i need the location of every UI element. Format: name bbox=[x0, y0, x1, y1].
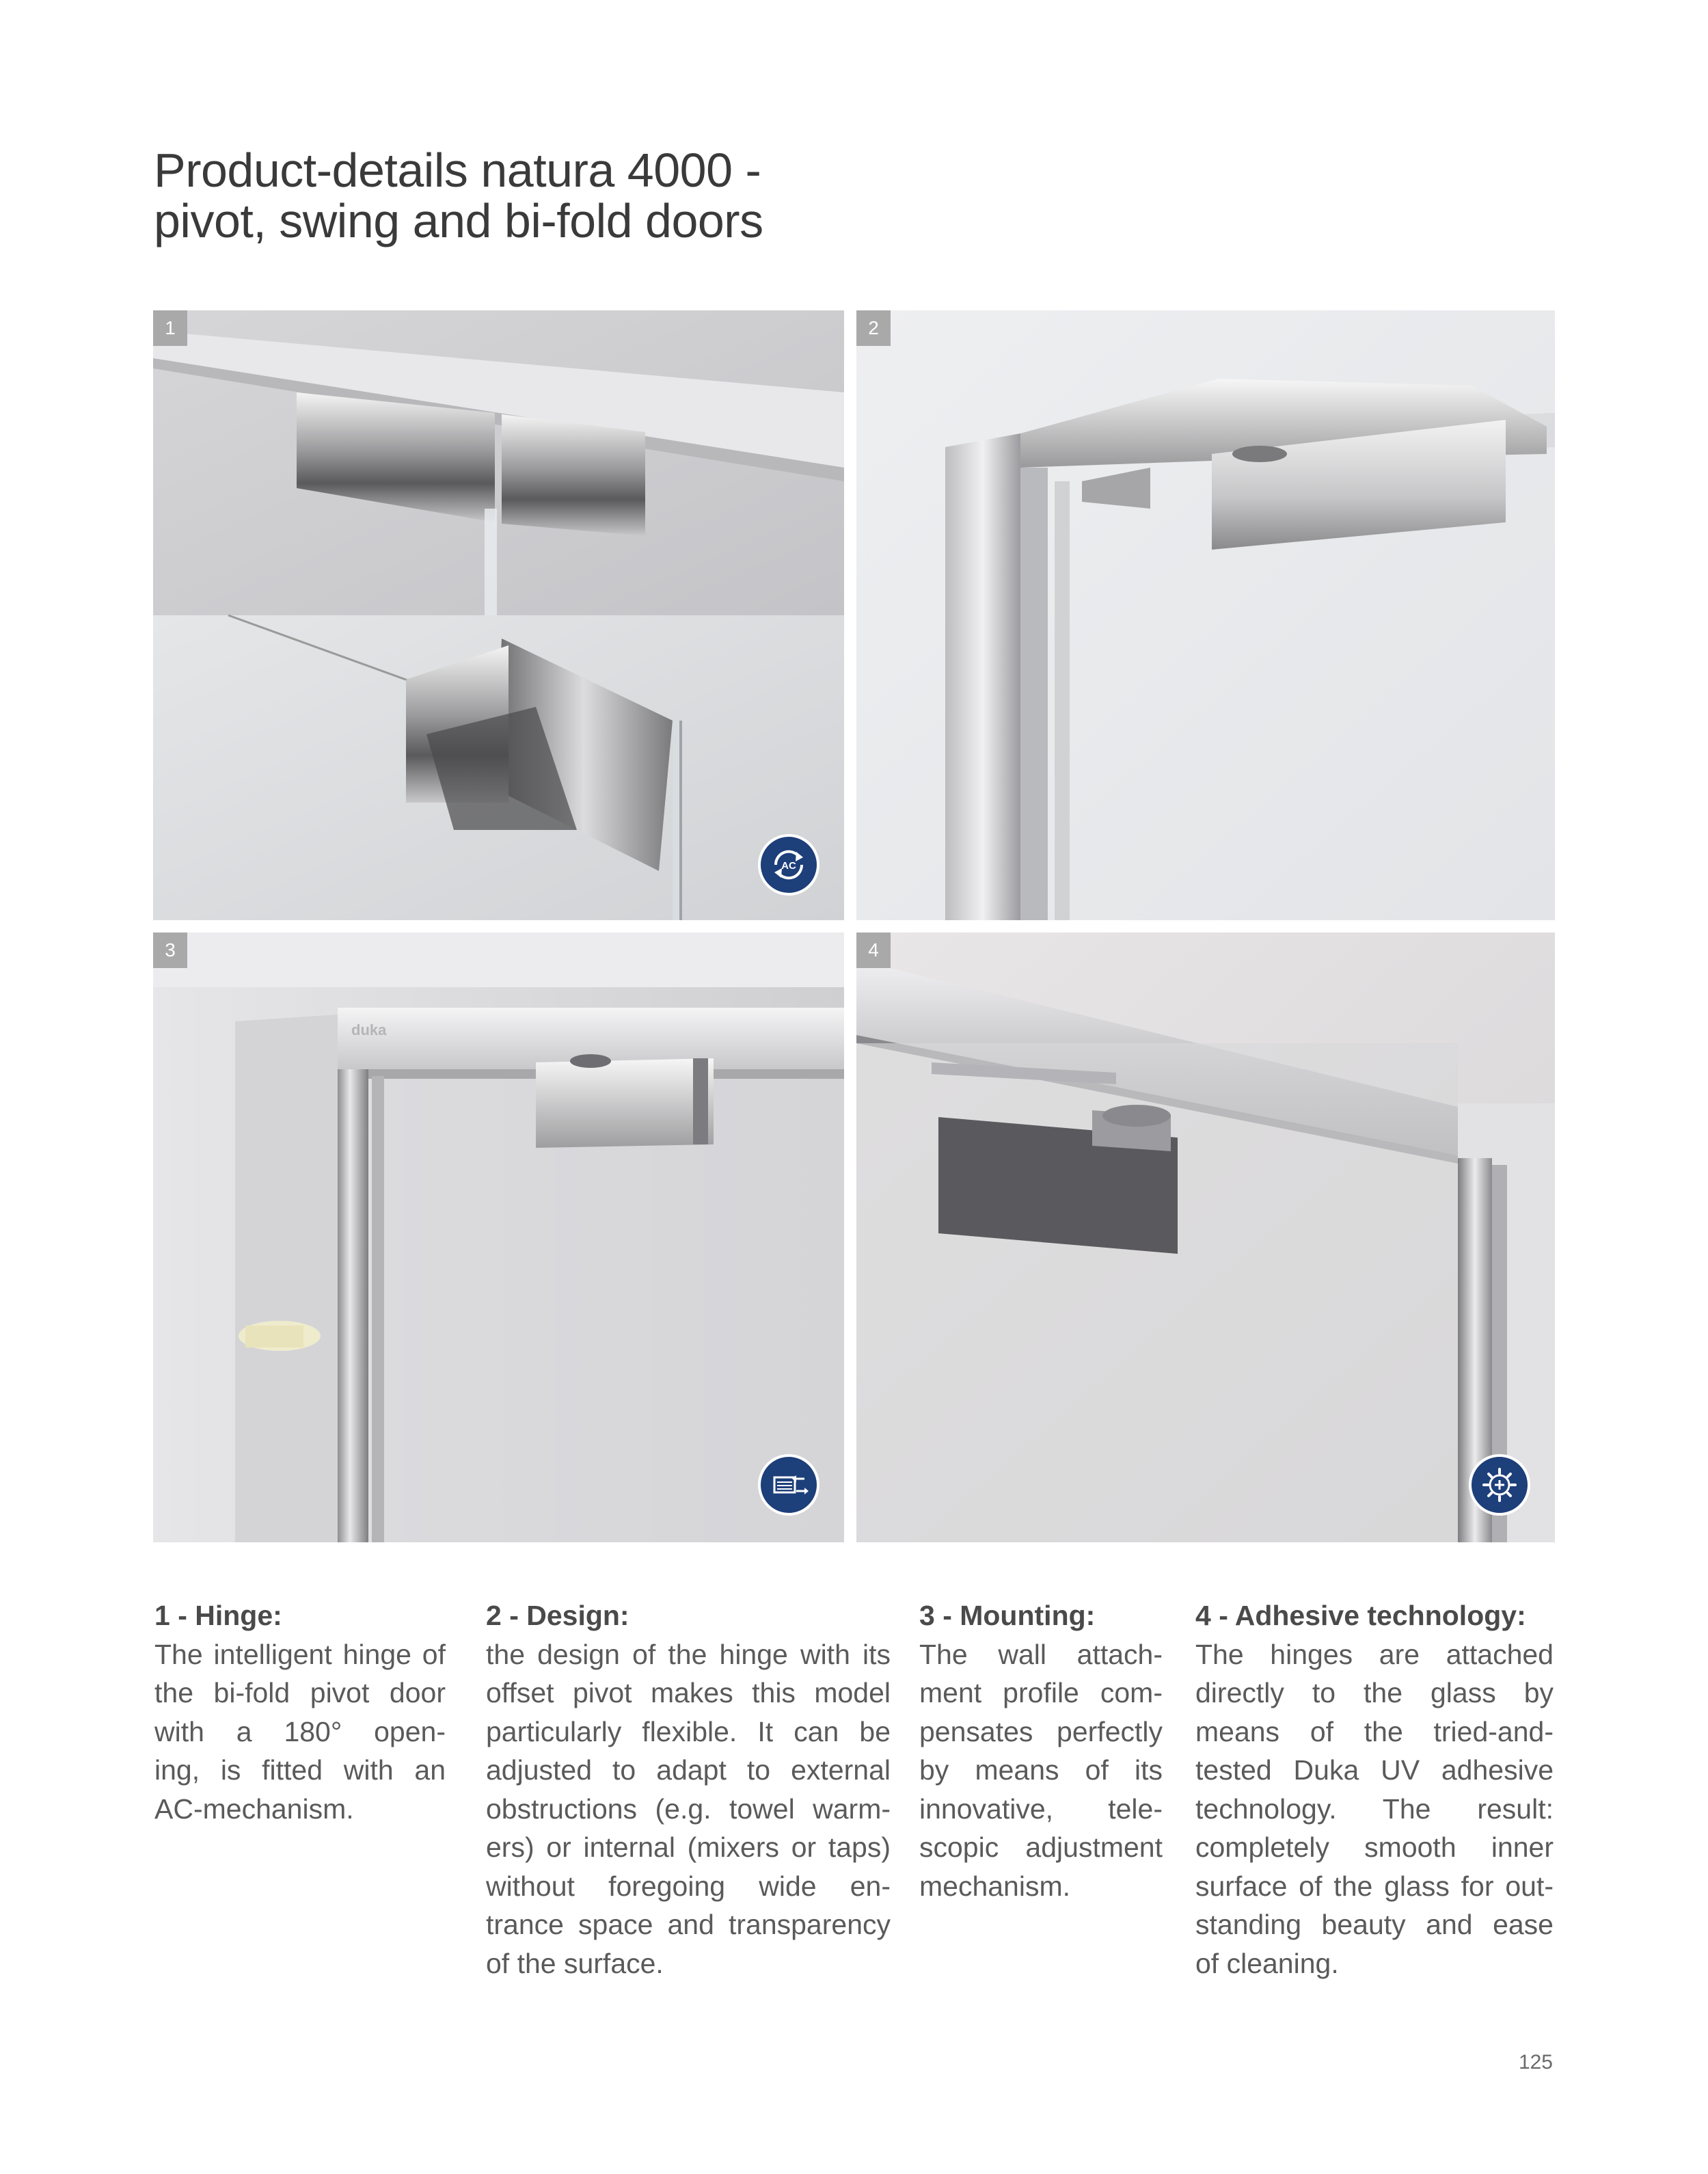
text-line: standing beauty and ease bbox=[1195, 1909, 1554, 1940]
text-line: ment profile com- bbox=[919, 1677, 1163, 1708]
duka-logo-text: duka bbox=[351, 1021, 387, 1038]
photo-hinge bbox=[153, 310, 844, 920]
feature-description bbox=[919, 1635, 1163, 1906]
feature-mounting bbox=[919, 1596, 1163, 1905]
text-line: The hinges are attached bbox=[1195, 1638, 1554, 1670]
text-line: innovative, tele- bbox=[919, 1793, 1163, 1825]
text-line: directly to the glass by bbox=[1195, 1677, 1554, 1708]
text-line: particularly flexible. It can be bbox=[486, 1715, 891, 1747]
photo-number-badge: 4 bbox=[856, 932, 891, 968]
feature-adhesive bbox=[1195, 1596, 1554, 1983]
mounting-photo-image bbox=[153, 932, 844, 1542]
text-line: tested Duka UV adhesive bbox=[1195, 1754, 1554, 1786]
text-line: by means of its bbox=[919, 1754, 1163, 1786]
photo-number-badge: 2 bbox=[856, 310, 891, 346]
text-line: means of the tried-and- bbox=[1195, 1715, 1554, 1747]
photo-design bbox=[856, 310, 1555, 920]
text-line: adjusted to adapt to external bbox=[486, 1754, 891, 1786]
text-line: the design of the hinge with its bbox=[486, 1638, 891, 1670]
feature-heading: 2 - Design: bbox=[486, 1600, 629, 1631]
feature-hinge bbox=[154, 1596, 446, 1828]
text-line: of the surface. bbox=[486, 1947, 664, 1979]
feature-design bbox=[486, 1596, 891, 1983]
text-line: AC-mechanism. bbox=[154, 1793, 354, 1825]
text-line: obstructions (e.g. towel warm- bbox=[486, 1793, 891, 1825]
design-photo-image bbox=[856, 310, 1555, 920]
ac-rotate-icon bbox=[768, 844, 810, 886]
text-line: of cleaning. bbox=[1195, 1947, 1339, 1979]
ac-icon-label: AC bbox=[781, 860, 796, 872]
text-line: mechanism. bbox=[919, 1870, 1071, 1902]
page-number: 125 bbox=[1518, 2051, 1553, 2074]
text-line: ers) or internal (mixers or taps) bbox=[486, 1831, 891, 1863]
hinge-photo-image bbox=[153, 310, 844, 920]
feature-heading: 3 - Mounting: bbox=[919, 1600, 1096, 1631]
text-line: surface of the glass for out- bbox=[1195, 1870, 1554, 1902]
text-line: The wall attach- bbox=[919, 1638, 1163, 1670]
text-line: trance space and transparency bbox=[486, 1909, 891, 1940]
photo-mounting bbox=[153, 932, 844, 1542]
ac-mechanism-icon bbox=[758, 834, 819, 896]
photo-number-badge: 1 bbox=[153, 310, 187, 346]
feature-description bbox=[1195, 1635, 1554, 1983]
adhesive-photo-image bbox=[856, 932, 1555, 1542]
text-line: completely smooth inner bbox=[1195, 1831, 1554, 1863]
telescopic-profile-icon bbox=[758, 1454, 819, 1516]
feature-description bbox=[154, 1635, 446, 1829]
feature-description bbox=[486, 1635, 891, 1983]
text-line: without foregoing wide en- bbox=[486, 1870, 891, 1902]
photo-number-badge: 3 bbox=[153, 932, 187, 968]
page-title-line-1: Product-details natura 4000 - bbox=[154, 144, 761, 197]
text-line: with a 180° open- bbox=[154, 1715, 446, 1747]
text-line: technology. The result: bbox=[1195, 1793, 1554, 1825]
uv-adhesive-gear-icon bbox=[1478, 1464, 1521, 1506]
photo-adhesive bbox=[856, 932, 1555, 1542]
text-line: The intelligent hinge of bbox=[154, 1638, 446, 1670]
text-line: pensates perfectly bbox=[919, 1715, 1163, 1747]
page-title bbox=[154, 145, 1111, 246]
telescopic-adjust-icon bbox=[768, 1464, 810, 1506]
text-line: offset pivot makes this model bbox=[486, 1677, 891, 1708]
text-line: the bi-fold pivot door bbox=[154, 1677, 446, 1708]
page-title-line-2: pivot, swing and bi-fold doors bbox=[154, 194, 763, 247]
text-line: scopic adjustment bbox=[919, 1831, 1163, 1863]
adhesive-technology-icon bbox=[1469, 1454, 1530, 1516]
feature-heading: 4 - Adhesive technology: bbox=[1195, 1600, 1526, 1631]
text-line: ing, is fitted with an bbox=[154, 1754, 446, 1786]
feature-heading: 1 - Hinge: bbox=[154, 1600, 282, 1631]
